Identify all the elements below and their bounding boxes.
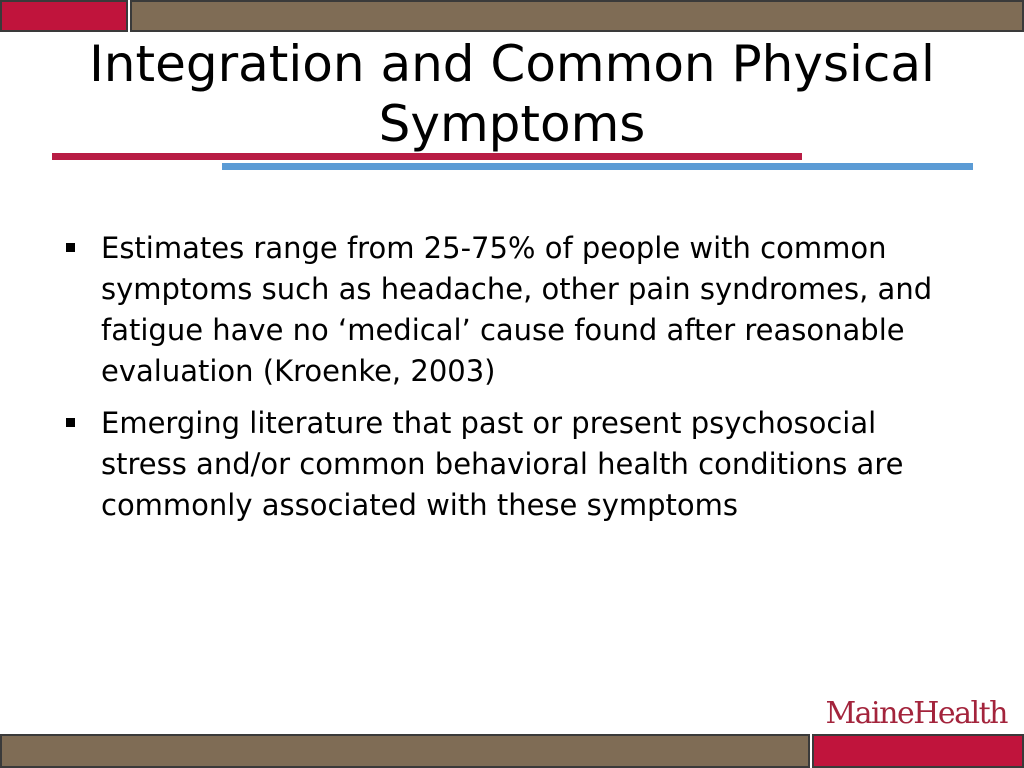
bottom-bar-red-block bbox=[812, 734, 1024, 768]
title-underline-blue bbox=[222, 163, 973, 170]
mainehealth-logo: MaineHealth bbox=[825, 696, 1007, 731]
bottom-bar-tan-block bbox=[0, 734, 810, 768]
bullet-text: Emerging literature that past or present psychosocial stress and/or common behavioral health conditions are commonly associated with these symptoms bbox=[101, 406, 904, 522]
title-underline-red bbox=[52, 153, 802, 160]
bullet-list bbox=[64, 228, 964, 537]
bullet-text: Estimates range from 25-75% of people with common symptoms such as headache, other pain syndromes, and fatigue have no ‘medical’ cause found after reasonable evaluation (Kroenke, 2003) bbox=[101, 231, 933, 388]
square-bullet-icon bbox=[66, 243, 75, 252]
top-bar-tan-block bbox=[130, 0, 1024, 32]
square-bullet-icon bbox=[66, 418, 75, 427]
top-bar-red-block bbox=[0, 0, 128, 32]
slide-title: Integration and Common Physical Symptoms bbox=[89, 35, 935, 153]
bullet-item bbox=[64, 403, 964, 526]
bullet-item bbox=[64, 228, 964, 392]
